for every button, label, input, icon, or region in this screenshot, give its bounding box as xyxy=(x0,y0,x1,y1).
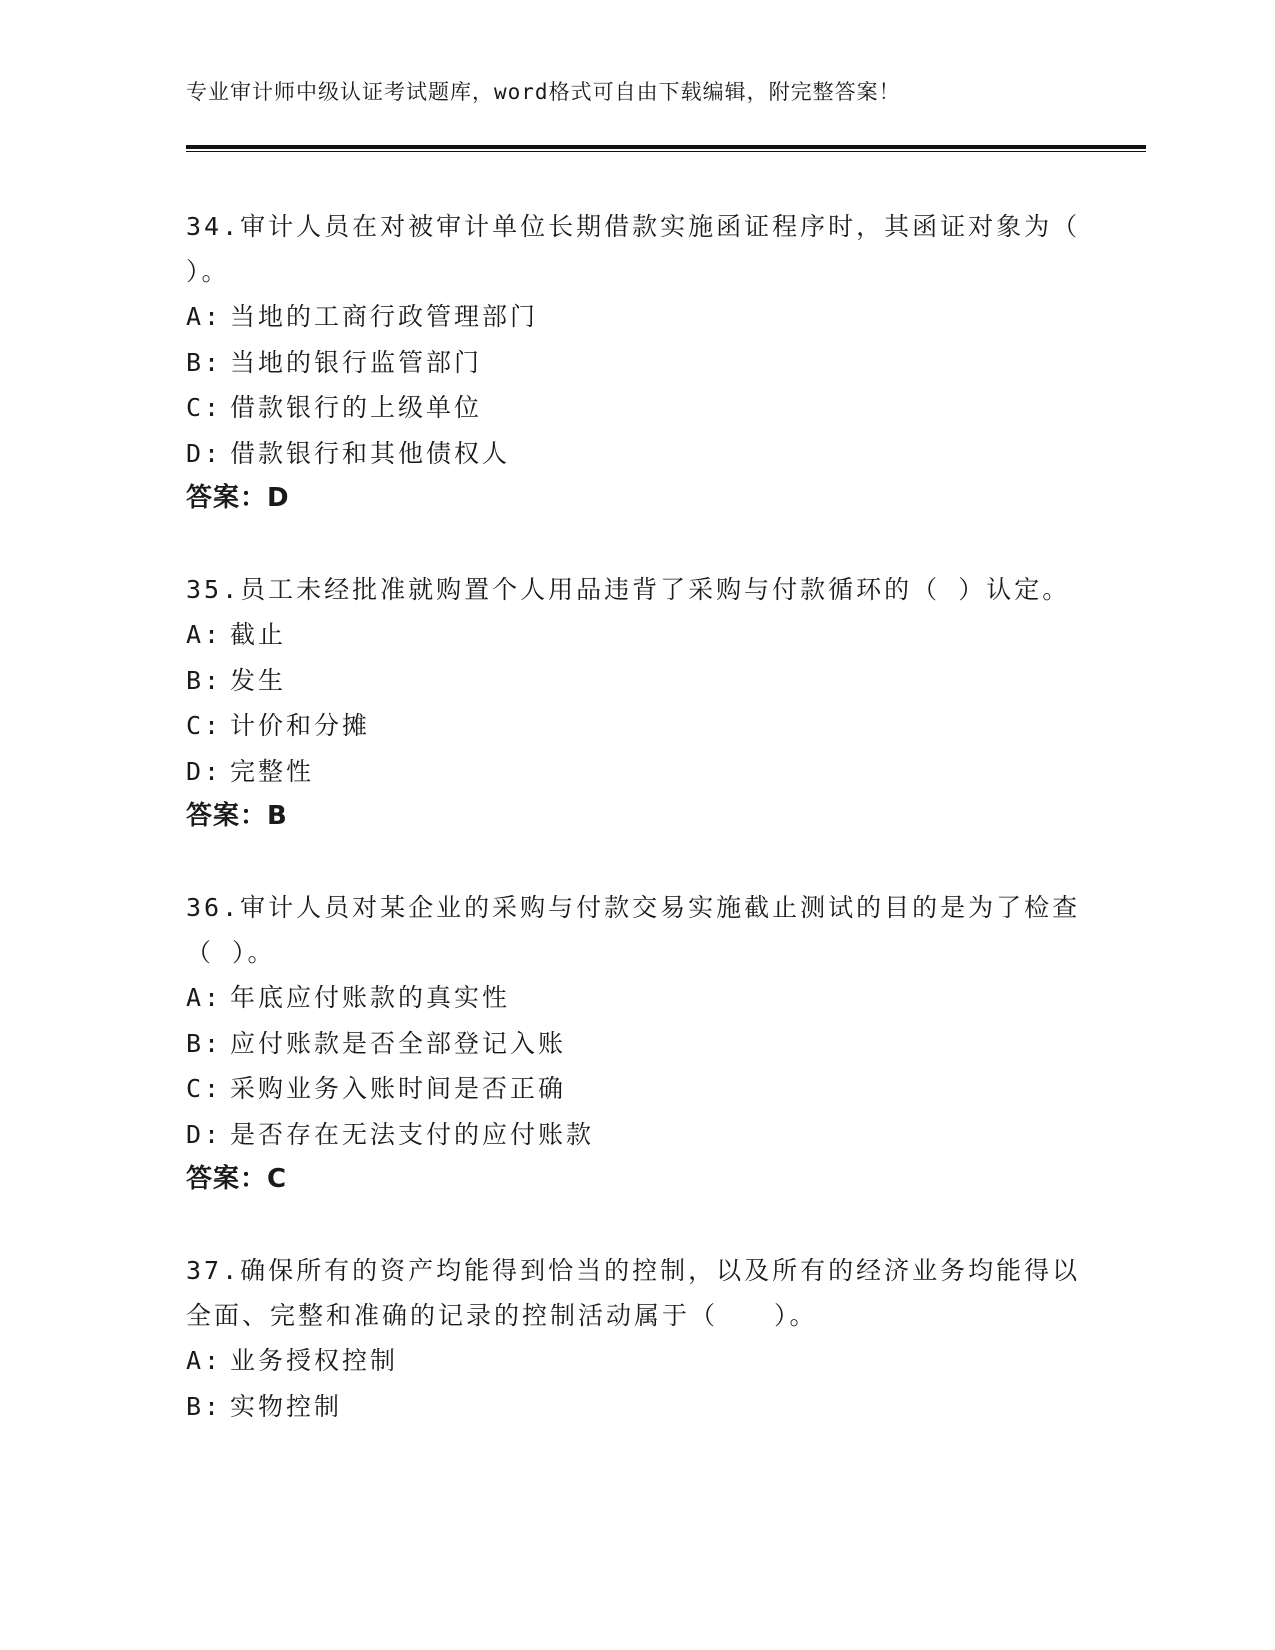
answer-label: 答案：B xyxy=(186,801,288,831)
option-d xyxy=(186,1112,1086,1158)
option-key: D: xyxy=(186,1119,223,1149)
option-key: D: xyxy=(186,756,223,786)
option-d xyxy=(186,431,1086,477)
option-b xyxy=(186,340,1086,386)
option-key: A: xyxy=(186,620,223,649)
option-text: 截止 xyxy=(230,620,287,649)
header-rule-thin xyxy=(186,151,1146,152)
option-key: C: xyxy=(186,1074,223,1103)
header-rule xyxy=(186,145,1146,149)
question-35 xyxy=(186,567,1086,839)
option-key: D: xyxy=(186,438,223,468)
question-list xyxy=(186,204,1137,1475)
option-key: B: xyxy=(186,1028,223,1058)
option-text: 采购业务入账时间是否正确 xyxy=(230,1074,567,1103)
question-34 xyxy=(186,204,1137,521)
option-key: A: xyxy=(186,983,223,1012)
option-text: 业务授权控制 xyxy=(230,1346,399,1375)
option-text: 发生 xyxy=(230,665,287,695)
option-key: B: xyxy=(186,347,223,377)
option-a xyxy=(186,294,1086,340)
option-key: C: xyxy=(186,393,223,422)
answer-label: 答案：D xyxy=(186,483,290,513)
option-text: 当地的工商行政管理部门 xyxy=(230,302,539,331)
option-b xyxy=(186,1021,1086,1067)
question-stem: 35.员工未经批准就购置个人用品违背了采购与付款循环的（ ）认定。 xyxy=(186,575,1071,604)
option-key: C: xyxy=(186,711,223,740)
option-b xyxy=(186,658,1086,704)
document-header: 专业审计师中级认证考试题库，word格式可自由下载编辑，附完整答案！ xyxy=(186,80,901,104)
option-text: 年底应付账款的真实性 xyxy=(230,983,511,1012)
option-text: 实物控制 xyxy=(230,1391,343,1421)
option-c xyxy=(186,703,1086,749)
option-a xyxy=(186,1338,1086,1384)
option-d xyxy=(186,749,1086,795)
option-text: 计价和分摊 xyxy=(230,711,371,740)
question-stem: 37.确保所有的资产均能得到恰当的控制，以及所有的经济业务均能得以全面、完整和准确的记录的控制活动属于（ ）。 xyxy=(186,1256,1081,1330)
option-c xyxy=(186,385,1086,431)
question-36 xyxy=(186,885,1086,1202)
option-text: 是否存在无法支付的应付账款 xyxy=(230,1119,595,1149)
option-a xyxy=(186,612,1086,658)
question-stem: 36.审计人员对某企业的采购与付款交易实施截止测试的目的是为了检查（ ）。 xyxy=(186,893,1081,967)
option-text: 完整性 xyxy=(230,756,315,786)
option-text: 当地的银行监管部门 xyxy=(230,347,483,377)
question-37 xyxy=(186,1248,1086,1429)
option-text: 借款银行和其他债权人 xyxy=(230,438,511,468)
option-key: B: xyxy=(186,1391,223,1421)
option-key: A: xyxy=(186,1346,223,1375)
question-stem: 34.审计人员在对被审计单位长期借款实施函证程序时，其函证对象为（ ）。 xyxy=(186,212,1137,286)
option-key: A: xyxy=(186,302,223,331)
answer-label: 答案：C xyxy=(186,1164,288,1194)
option-text: 借款银行的上级单位 xyxy=(230,393,483,422)
option-key: B: xyxy=(186,665,223,695)
option-b xyxy=(186,1384,1086,1430)
option-c xyxy=(186,1066,1086,1112)
option-text: 应付账款是否全部登记入账 xyxy=(230,1028,567,1058)
option-a xyxy=(186,975,1086,1021)
